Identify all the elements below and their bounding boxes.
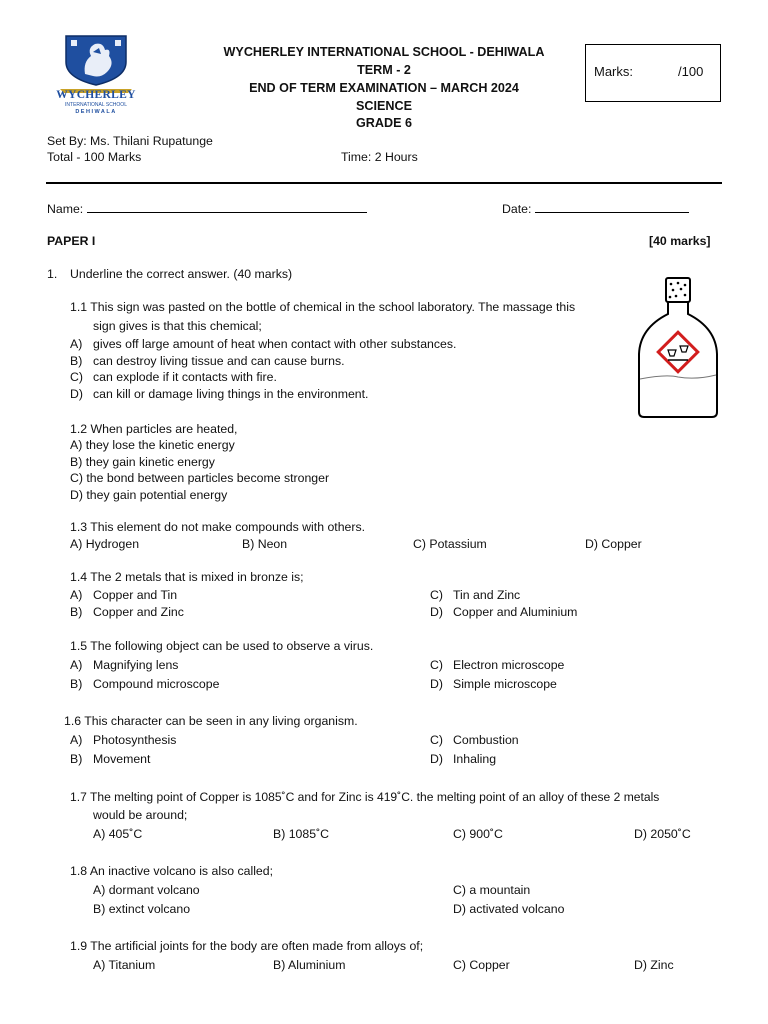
total-marks: Total - 100 Marks	[47, 150, 142, 164]
q1-7-option-d[interactable]: D) 2050˚C	[634, 827, 691, 841]
q1-5-option-b[interactable]: Compound microscope	[93, 677, 220, 691]
date-field-row	[502, 202, 689, 216]
q1-1-option-c[interactable]: can explode if it contacts with fire.	[93, 370, 277, 384]
q1-8-option-c[interactable]: C) a mountain	[453, 883, 531, 897]
date-blank-line[interactable]	[535, 212, 689, 213]
q1-1-stem: 1.1 This sign was pasted on the bottle of chemical in the school laboratory. The massage this	[70, 300, 576, 314]
date-label: Date:	[502, 202, 532, 216]
q1-6-option-b-label: B)	[70, 752, 83, 766]
name-blank-line[interactable]	[87, 212, 367, 213]
name-field-row	[47, 202, 367, 216]
question-instruction: Underline the correct answer. (40 marks)	[70, 267, 293, 281]
logo-subtitle: INTERNATIONAL SCHOOL	[65, 102, 127, 108]
q1-9-option-b[interactable]: B) Aluminium	[273, 958, 346, 972]
header-divider	[46, 182, 722, 184]
q1-3-option-d[interactable]: D) Copper	[585, 537, 642, 551]
q1-8-option-d[interactable]: D) activated volcano	[453, 902, 565, 916]
set-by: Set By: Ms. Thilani Rupatunge	[47, 134, 213, 148]
q1-1-stem-cont: sign gives is that this chemical;	[93, 319, 262, 333]
grade-label: GRADE 6	[356, 116, 412, 130]
school-logo	[56, 34, 136, 118]
q1-6-option-d[interactable]: Inhaling	[453, 752, 497, 766]
q1-6-option-a-label: A)	[70, 733, 83, 747]
q1-5-option-a[interactable]: Magnifying lens	[93, 658, 179, 672]
q1-5-option-b-label: B)	[70, 677, 83, 691]
time-allowed: Time: 2 Hours	[341, 150, 418, 164]
subject-label: SCIENCE	[356, 99, 412, 113]
q1-1-option-b-label: B)	[70, 354, 83, 368]
exam-title: END OF TERM EXAMINATION – MARCH 2024	[249, 81, 519, 95]
marks-box	[585, 44, 721, 102]
q1-6-option-c[interactable]: Combustion	[453, 733, 519, 747]
q1-7-stem: 1.7 The melting point of Copper is 1085˚C and for Zinc is 419˚C. the melting point of an alloy of these 2 metals	[70, 790, 660, 804]
q1-4-option-d[interactable]: Copper and Aluminium	[453, 605, 578, 619]
shield-crest-icon	[63, 34, 129, 86]
q1-4-option-b[interactable]: Copper and Zinc	[93, 605, 184, 619]
q1-7-stem-cont: would be around;	[93, 808, 188, 822]
q1-5-option-c[interactable]: Electron microscope	[453, 658, 565, 672]
q1-7-option-a[interactable]: A) 405˚C	[93, 827, 143, 841]
q1-4-option-a-label: A)	[70, 588, 83, 602]
q1-3-option-a[interactable]: A) Hydrogen	[70, 537, 140, 551]
q1-1-option-a[interactable]: gives off large amount of heat when contact with other substances.	[93, 337, 457, 351]
q1-4-option-d-label: D)	[430, 605, 443, 619]
q1-3-stem: 1.3 This element do not make compounds with others.	[70, 520, 366, 534]
q1-9-option-c[interactable]: C) Copper	[453, 958, 510, 972]
term-label: TERM - 2	[357, 63, 411, 77]
q1-6-option-d-label: D)	[430, 752, 443, 766]
paper-marks: [40 marks]	[649, 234, 711, 248]
q1-2-option-a[interactable]: A) they lose the kinetic energy	[70, 438, 235, 452]
q1-7-option-c[interactable]: C) 900˚C	[453, 827, 503, 841]
corrosive-bottle-icon	[636, 276, 720, 420]
q1-6-option-c-label: C)	[430, 733, 443, 747]
q1-5-option-a-label: A)	[70, 658, 83, 672]
q1-6-option-b[interactable]: Movement	[93, 752, 151, 766]
q1-4-option-a[interactable]: Copper and Tin	[93, 588, 178, 602]
q1-5-option-d-label: D)	[430, 677, 443, 691]
q1-1-option-b[interactable]: can destroy living tissue and can cause burns.	[93, 354, 345, 368]
q1-8-option-b[interactable]: B) extinct volcano	[93, 902, 191, 916]
q1-9-stem: 1.9 The artificial joints for the body are often made from alloys of;	[70, 939, 424, 953]
q1-1-option-a-label: A)	[70, 337, 83, 351]
q1-6-option-a[interactable]: Photosynthesis	[93, 733, 177, 747]
q1-5-option-c-label: C)	[430, 658, 443, 672]
q1-2-option-c[interactable]: C) the bond between particles become stronger	[70, 471, 330, 485]
q1-2-option-b[interactable]: B) they gain kinetic energy	[70, 455, 215, 469]
school-name: WYCHERLEY INTERNATIONAL SCHOOL - DEHIWALA	[223, 45, 545, 59]
q1-3-option-b[interactable]: B) Neon	[242, 537, 288, 551]
q1-7-option-b[interactable]: B) 1085˚C	[273, 827, 330, 841]
q1-4-option-c-label: C)	[430, 588, 443, 602]
q1-8-stem: 1.8 An inactive volcano is also called;	[70, 864, 274, 878]
q1-5-option-d[interactable]: Simple microscope	[453, 677, 557, 691]
name-label: Name:	[47, 202, 84, 216]
q1-2-option-d[interactable]: D) they gain potential energy	[70, 488, 228, 502]
q1-4-option-c[interactable]: Tin and Zinc	[453, 588, 521, 602]
paper-title: PAPER I	[47, 234, 96, 248]
q1-4-option-b-label: B)	[70, 605, 83, 619]
q1-5-stem: 1.5 The following object can be used to observe a virus.	[70, 639, 374, 653]
q1-1-option-c-label: C)	[70, 370, 83, 384]
q1-3-option-c[interactable]: C) Potassium	[413, 537, 487, 551]
q1-1-option-d-label: D)	[70, 387, 83, 401]
q1-8-option-a[interactable]: A) dormant volcano	[93, 883, 200, 897]
question-number: 1.	[47, 267, 58, 281]
marks-total: /100	[678, 64, 704, 79]
marks-label: Marks:	[594, 64, 633, 79]
q1-2-stem: 1.2 When particles are heated,	[70, 422, 238, 436]
q1-9-option-d[interactable]: D) Zinc	[634, 958, 674, 972]
q1-1-option-d[interactable]: can kill or damage living things in the environment.	[93, 387, 369, 401]
q1-6-stem: 1.6 This character can be seen in any living organism.	[64, 714, 358, 728]
q1-4-stem: 1.4 The 2 metals that is mixed in bronze is;	[70, 570, 304, 584]
logo-brand: WYCHERLEY	[56, 89, 136, 101]
logo-location: DEHIWALA	[75, 109, 117, 115]
q1-9-option-a[interactable]: A) Titanium	[93, 958, 156, 972]
